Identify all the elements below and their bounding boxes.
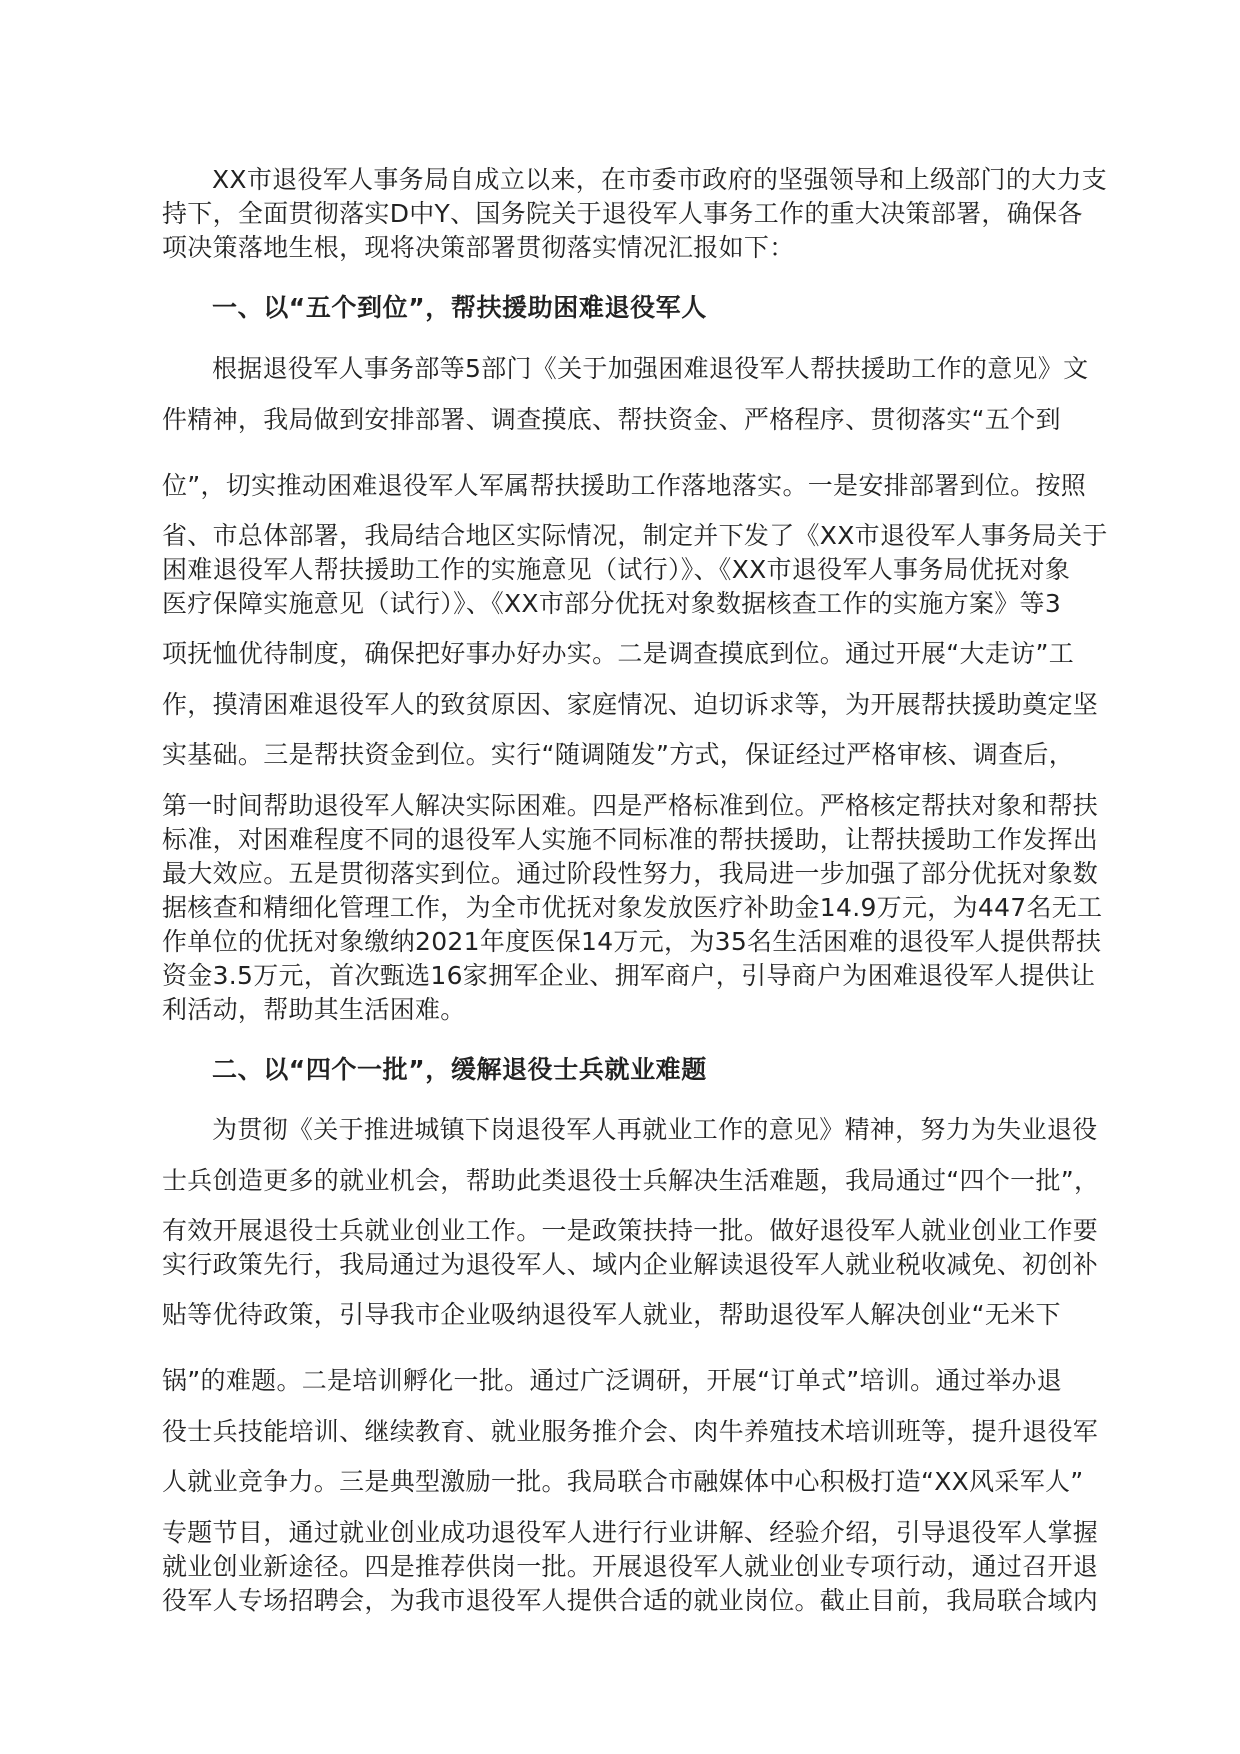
section1-line-3: 位”，切实推动困难退役军人军属帮扶援助工作落地落实。一是安排部署到位。按照 xyxy=(162,471,1087,500)
section1-line-9: 实基础。三是帮扶资金到位。实行“随调随发”方式，保证经过严格审核、调查后， xyxy=(162,740,1075,769)
section2-line-5: 贴等优待政策，引导我市企业吸纳退役军人就业，帮助退役军人解决创业“无米下 xyxy=(162,1300,1061,1329)
section1-line-6: 医疗保障实施意见（试行）》、《XX市部分优抚对象数据核查工作的实施方案》等3 xyxy=(162,589,1062,618)
section1-line-8: 作，摸清困难退役军人的致贫原因、家庭情况、迫切诉求等，为开展帮扶援助奠定坚 xyxy=(162,690,1099,719)
intro-line-2: 持下，全面贯彻落实D中Y、国务院关于退役军人事务工作的重大决策部署，确保各 xyxy=(162,199,1083,228)
section2-line-4: 实行政策先行，我局通过为退役军人、域内企业解读退役军人就业税收减免、初创补 xyxy=(162,1250,1099,1279)
section1-line-11: 标准，对困难程度不同的退役军人实施不同标准的帮扶援助，让帮扶援助工作发挥出 xyxy=(162,825,1099,854)
section2-line-9: 专题节目，通过就业创业成功退役军人进行行业讲解、经验介绍，引导退役军人掌握 xyxy=(162,1518,1099,1547)
section1-line-15: 资金3.5万元，首次甄选16家拥军企业、拥军商户，引导商户为困难退役军人提供让 xyxy=(162,961,1096,990)
section1-line-7: 项抚恤优待制度，确保把好事办好办实。二是调查摸底到位。通过开展“大走访”工 xyxy=(162,639,1075,668)
section2-heading: 二、以“四个一批”，缓解退役士兵就业难题 xyxy=(212,1055,707,1084)
section2-line-2: 士兵创造更多的就业机会，帮助此类退役士兵解决生活难题，我局通过“四个一批”， xyxy=(162,1166,1100,1195)
section1-line-5: 困难退役军人帮扶援助工作的实施意见（试行）》、《XX市退役军人事务局优抚对象 xyxy=(162,555,1071,584)
section2-line-10: 就业创业新途径。四是推荐供岗一批。开展退役军人就业创业专项行动，通过召开退 xyxy=(162,1552,1099,1581)
section1-line-12: 最大效应。五是贯彻落实到位。通过阶段性努力，我局进一步加强了部分优抚对象数 xyxy=(162,859,1099,888)
section1-heading: 一、以“五个到位”，帮扶援助困难退役军人 xyxy=(212,293,707,322)
section2-line-7: 役士兵技能培训、继续教育、就业服务推介会、肉牛养殖技术培训班等，提升退役军 xyxy=(162,1417,1099,1446)
section1-line-14: 作单位的优抚对象缴纳2021年度医保14万元，为35名生活困难的退役军人提供帮扶 xyxy=(162,927,1102,956)
section2-line-1: 为贯彻《关于推进城镇下岗退役军人再就业工作的意见》精神，努力为失业退役 xyxy=(212,1115,1098,1144)
section1-line-16: 利活动，帮助其生活困难。 xyxy=(162,995,466,1024)
section1-line-13: 据核查和精细化管理工作，为全市优抚对象发放医疗补助金14.9万元，为447名无工 xyxy=(162,893,1103,922)
section1-line-4: 省、市总体部署，我局结合地区实际情况，制定并下发了《XX市退役军人事务局关于 xyxy=(162,521,1108,550)
section2-line-8: 人就业竞争力。三是典型激励一批。我局联合市融媒体中心积极打造“XX风采军人” xyxy=(162,1467,1084,1496)
section1-line-2: 件精神，我局做到安排部署、调查摸底、帮扶资金、严格程序、贯彻落实“五个到 xyxy=(162,405,1061,434)
intro-line-1: XX市退役军人事务局自成立以来，在市委市政府的坚强领导和上级部门的大力支 xyxy=(212,165,1108,194)
intro-line-3: 项决策落地生根，现将决策部署贯彻落实情况汇报如下： xyxy=(162,233,795,262)
section2-line-3: 有效开展退役士兵就业创业工作。一是政策扶持一批。做好退役军人就业创业工作要 xyxy=(162,1216,1099,1245)
section2-line-11: 役军人专场招聘会，为我市退役军人提供合适的就业岗位。截止目前，我局联合域内 xyxy=(162,1586,1099,1615)
section1-line-10: 第一时间帮助退役军人解决实际困难。四是严格标准到位。严格核定帮扶对象和帮扶 xyxy=(162,791,1099,820)
section2-line-6: 锅”的难题。二是培训孵化一批。通过广泛调研，开展“订单式”培训。通过举办退 xyxy=(162,1366,1062,1395)
section1-line-1: 根据退役军人事务部等5部门《关于加强困难退役军人帮扶援助工作的意见》文 xyxy=(212,354,1089,383)
